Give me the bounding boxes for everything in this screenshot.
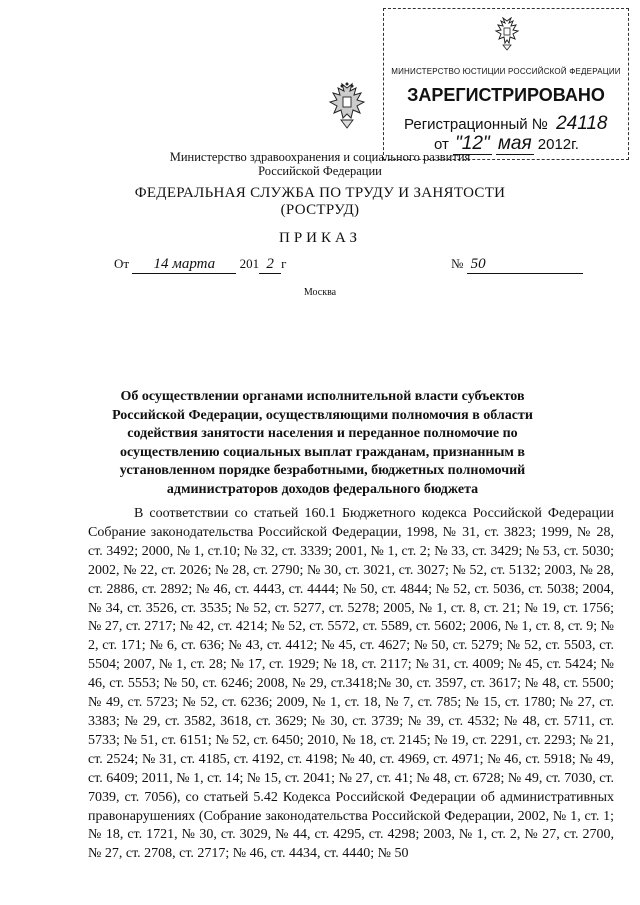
service-name <box>0 185 640 219</box>
stamp-reg-number: 24118 <box>556 113 608 134</box>
body-paragraph: В соответствии со статьей 160.1 Бюджетного кодекса Российской Федерации Собрание законодательства Российской Федерации, 1998, № 31, ст. 3823; 1999, № 28, ст. 3492; 2000, № 1, ст.10; № 32, ст. 3339; 2001, № 1, ст. 2; № 33, ст. 3429; № 53, ст. 5030; 2002, № 22, ст. 2026; № 28, ст. 2790; № 30, ст. 3021, ст. 3027; № 52, ст. 5132; 2003, № 28, ст. 2886, ст. 2892; № 46, ст. 4443, ст. 4444; № 50, ст. 4844; № 52, ст. 5036, ст. 5038; 2004, № 34, ст. 3526, ст. 3535; № 52, ст. 5277, ст. 5278; 2005, № 1, ст. 8, ст. 21; № 19, ст. 1756; № 27, ст. 2717; № 42, ст. 4214; № 52, ст. 5572, ст. 5589, ст. 5602; 2006, № 1, ст. 8, ст. 9; № 2, ст. 171; № 6, ст. 636; № 43, ст. 4412; № 45, ст. 4627; № 50, ст. 5279; № 52, ст. 5503, ст. 5504; 2007, № 1, ст. 28; № 17, ст. 1929; № 18, ст. 2117; № 31, ст. 4009; № 45, ст. 5424; № 46, ст. 5553; № 50, ст. 6246; 2008, № 29, ст.3418;№ 30, ст. 3597, ст. 3617; № 48, ст. 5500; № 49, ст. 5723; № 52, ст. 6236; 2009, № 1, ст. 18, № 7, ст. 785; № 15, ст. 1780; № 27, ст. 3383; № 29, ст. 3582, 3618, ст. 3629; № 30, ст. 3739; № 39, ст. 4532; № 48, ст. 5711, ст. 5733; № 51, ст. 6151; № 52, ст. 6450; 2010, № 18, ст. 2145; № 19, ст. 2291, ст. 2293; № 21, ст. 2524; № 31, ст. 4185, ст. 4192, ст. 4198; № 40, ст. 4969, ст. 4971; № 46, ст. 5918; № 49, ст. 6409; 2011, № 1, ст. 14; № 15, ст. 2041; № 27, ст. 41; № 48, ст. 6728; № 49, ст. 7030, ст. 7039, ст. 7056), со статьей 5.42 Кодекса Российской Федерации об административных правонарушениях (Собрание законодательства Российской Федерации, 2002, № 1, ст. 1; № 18, ст. 1721, № 30, ст. 3029, № 44, ст. 4295, ст. 4298; 2003, № 1, ст. 2, № 27, ст. 2700, № 27, ст. 2708, ст. 2717; № 46, ст. 4434, ст. 4440; № 50 <box>88 506 614 862</box>
city: Москва <box>303 287 337 298</box>
title-line4: осуществлению социальных выплат гражданам, признанным в <box>119 444 525 460</box>
service-line2: (РОСТРУД) <box>280 202 360 218</box>
ministry-line1: Министерство здравоохранения и социального развития <box>169 150 471 164</box>
order-date <box>114 256 286 274</box>
title-line1: Об осуществлении органами исполнительной власти субъектов <box>120 389 525 404</box>
coat-of-arms-icon <box>327 82 367 130</box>
stamp-day: "12" <box>455 133 490 154</box>
stamp-reg-label: Регистрационный № <box>404 116 548 133</box>
stamp-date-prefix: от <box>434 136 449 153</box>
title-line6: администраторов доходов федерального бюджета <box>166 481 479 497</box>
stamp-registration-number <box>404 113 608 135</box>
title-line5: установленном порядке безработными, бюджетных полномочий <box>119 463 526 479</box>
title-line3: содействия занятости населения и переданное полномочие по <box>127 426 518 442</box>
order-number <box>451 256 583 274</box>
year-prefix: 201 <box>239 256 260 271</box>
document-type: ПРИКАЗ <box>279 230 361 246</box>
service-line1: ФЕДЕРАЛЬНАЯ СЛУЖБА ПО ТРУДУ И ЗАНЯТОСТИ <box>134 185 506 201</box>
ministry-line2: Российской Федерации <box>258 164 382 178</box>
date-handwritten: 14 марта <box>132 256 236 274</box>
number-handwritten: 50 <box>467 256 583 274</box>
ministry-name <box>0 150 640 178</box>
double-headed-eagle-emblem-icon <box>492 17 522 51</box>
stamp-ministry: МИНИСТЕРСТВО ЮСТИЦИИ РОССИЙСКОЙ ФЕДЕРАЦИИ <box>391 67 621 76</box>
date-prefix: От <box>114 256 130 271</box>
registration-stamp <box>383 8 629 160</box>
title-line2: Российской Федерации, осуществляющими полномочия в области <box>112 407 533 423</box>
stamp-month: мая <box>497 133 532 154</box>
document-title <box>100 388 545 500</box>
year-handwritten: 2 <box>259 256 281 274</box>
year-suffix: г <box>281 256 287 271</box>
stamp-title: ЗАРЕГИСТРИРОВАНО <box>407 85 605 105</box>
number-prefix: № <box>451 256 464 271</box>
stamp-year: 2012г. <box>537 136 579 153</box>
